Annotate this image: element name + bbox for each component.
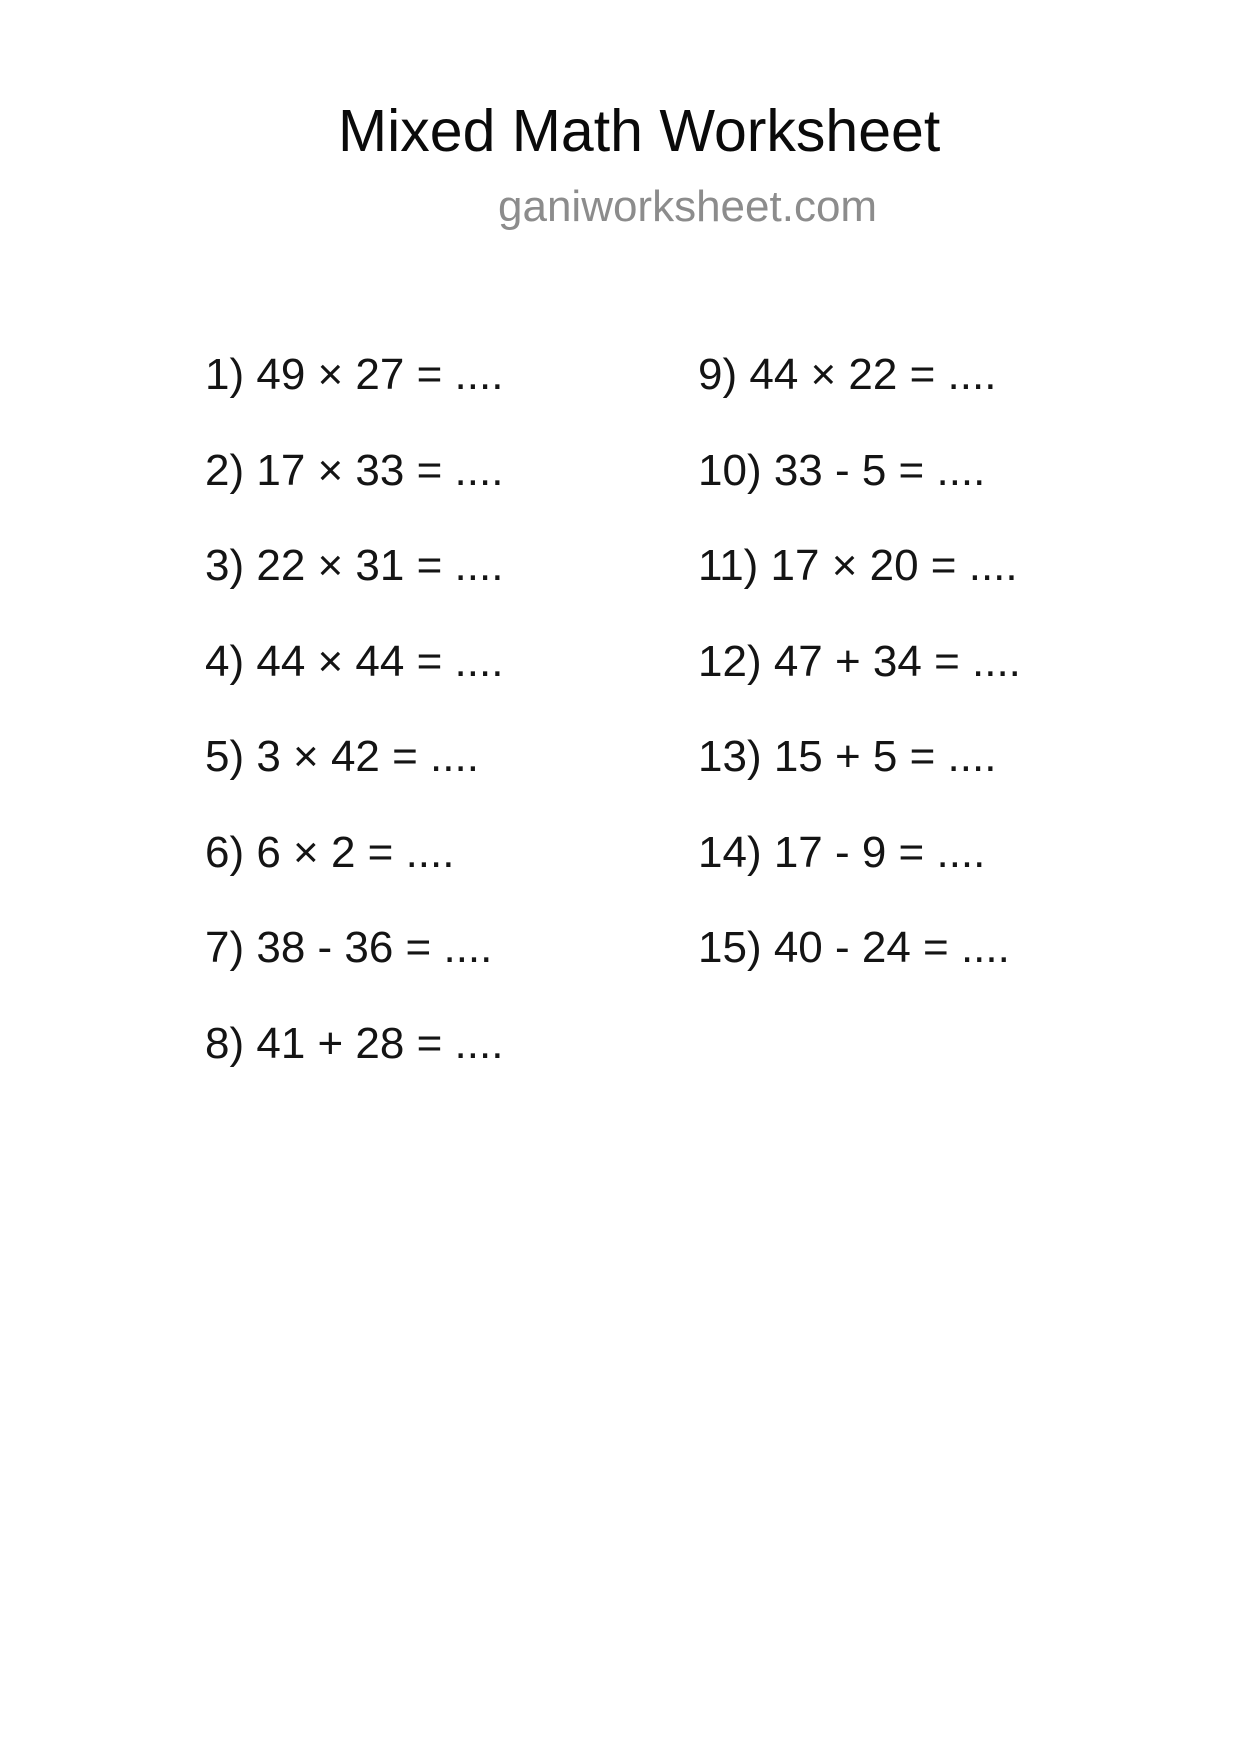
problem-item-7: 7) 38 - 36 = .... [205, 923, 493, 972]
worksheet-title: Mixed Math Worksheet [338, 98, 941, 164]
site-name: ganiworksheet.com [498, 182, 878, 231]
problems-left-column [205, 350, 504, 1117]
problem-item-15: 15) 40 - 24 = .... [698, 923, 1010, 972]
problem-item-14: 14) 17 - 9 = .... [698, 827, 986, 877]
problem-item-6: 6) 6 × 2 = .... [205, 827, 455, 877]
problem-item-3: 3) 22 × 31 = .... [205, 541, 504, 590]
problem-item-12: 12) 47 + 34 = .... [698, 636, 1021, 686]
problem-item-11: 11) 17 × 20 = .... [698, 541, 1018, 590]
problem-item-5: 5) 3 × 42 = .... [205, 732, 479, 781]
problems-right-column [698, 350, 1021, 1022]
problem-item-13: 13) 15 + 5 = .... [698, 732, 997, 781]
problem-item-10: 10) 33 - 5 = .... [698, 445, 986, 495]
problem-item-1: 1) 49 × 27 = .... [205, 350, 504, 399]
problem-item-8: 8) 41 + 28 = .... [205, 1018, 504, 1068]
problem-item-4: 4) 44 × 44 = .... [205, 636, 504, 686]
problem-item-9: 9) 44 × 22 = .... [698, 350, 997, 399]
problem-item-2: 2) 17 × 33 = .... [205, 445, 504, 495]
